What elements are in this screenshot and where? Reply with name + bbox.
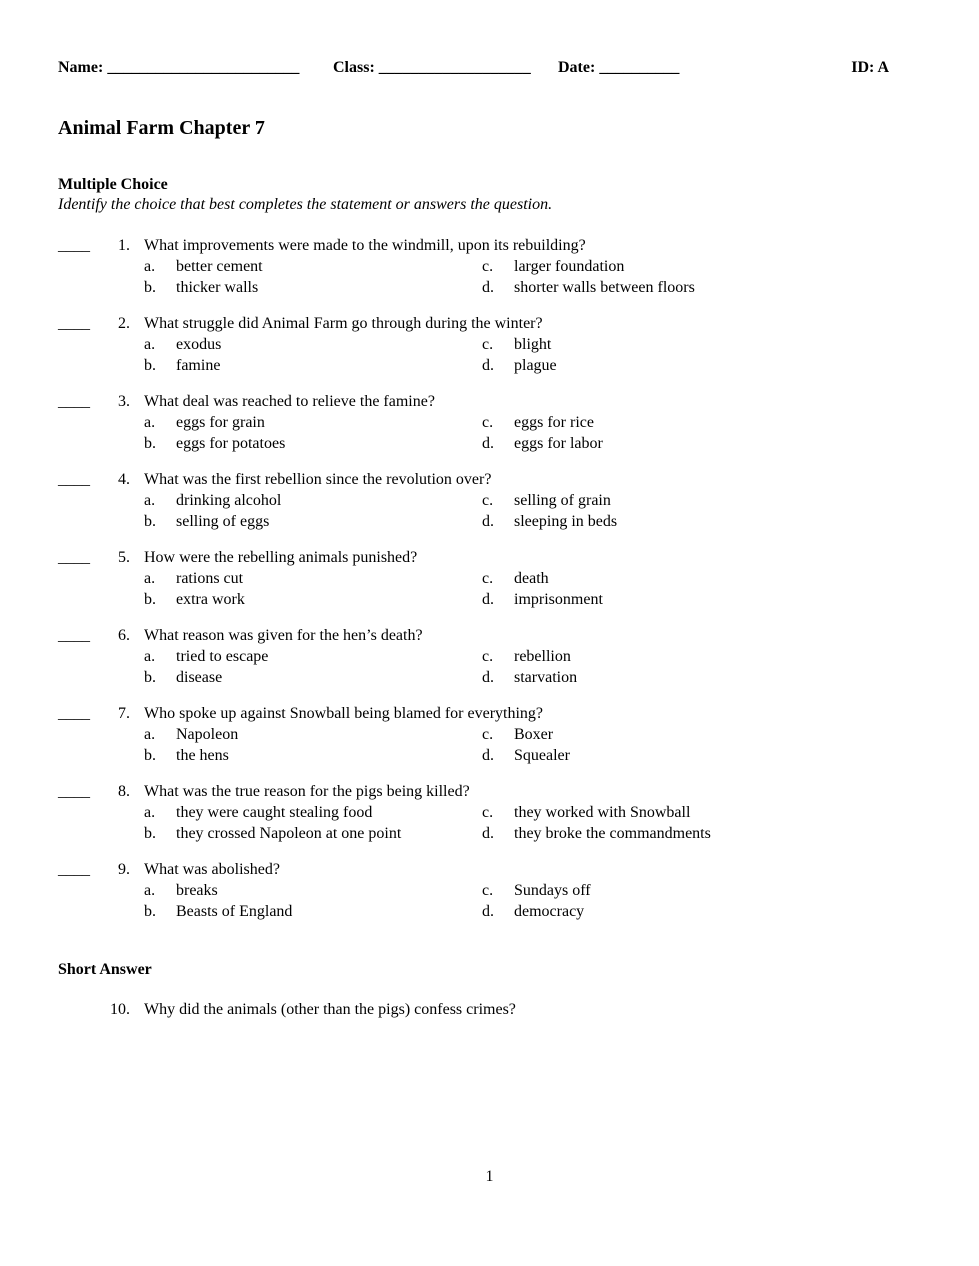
choice-letter: b. [144,357,156,374]
choice-text: eggs for labor [514,435,603,452]
choice-letter: c. [482,726,494,743]
sa-question-10 [0,1001,979,1071]
choice-letter: c. [482,414,494,431]
choice-letter: b. [144,591,156,608]
choice-letter: a. [144,492,156,509]
question-number: 1. [118,237,130,254]
choice-text: blight [514,336,552,353]
choice-text: Squealer [514,747,570,764]
choice-text: they broke the commandments [514,825,711,842]
choice-letter: b. [144,825,156,842]
choice-letter: b. [144,669,156,686]
choice-letter: a. [144,648,156,665]
choice-text: democracy [514,903,585,920]
answer-blank[interactable]: ____ [58,783,90,800]
question-text: What was abolished? [144,861,280,878]
choice-letter: c. [482,648,494,665]
answer-blank[interactable]: ____ [58,705,90,722]
choice-letter: d. [482,513,494,530]
mc-question-5 [0,549,979,619]
question-text: Why did the animals (other than the pigs) confess crimes? [144,1001,516,1018]
mc-heading: Multiple Choice [58,176,168,193]
choice-letter: b. [144,747,156,764]
choice-letter: d. [482,279,494,296]
choice-letter: b. [144,903,156,920]
question-text: What reason was given for the hen’s death? [144,627,423,644]
choice-letter: c. [482,336,494,353]
choice-text: Boxer [514,726,554,743]
choice-letter: b. [144,435,156,452]
sa-heading: Short Answer [58,961,152,978]
header [58,59,889,81]
answer-blank[interactable]: ____ [58,471,90,488]
mc-question-3 [0,393,979,463]
choice-text: they crossed Napoleon at one point [176,825,402,842]
question-text: What improvements were made to the windmill, upon its rebuilding? [144,237,586,254]
question-number: 8. [118,783,130,800]
choice-text: imprisonment [514,591,603,608]
choice-text: extra work [176,591,245,608]
choice-letter: c. [482,492,494,509]
question-number: 2. [118,315,130,332]
choice-text: drinking alcohol [176,492,282,509]
choice-text: they were caught stealing food [176,804,373,821]
choice-letter: c. [482,570,494,587]
page-title: Animal Farm Chapter 7 [58,117,265,139]
choice-text: selling of eggs [176,513,270,530]
name-field: Name: ________________________ [58,59,300,76]
mc-question-2 [0,315,979,385]
question-text: What struggle did Animal Farm go through during the winter? [144,315,543,332]
question-number: 5. [118,549,130,566]
choice-text: plague [514,357,557,374]
question-text: What deal was reached to relieve the famine? [144,393,435,410]
answer-blank[interactable]: ____ [58,861,90,878]
answer-blank[interactable]: ____ [58,627,90,644]
choice-text: sleeping in beds [514,513,618,530]
mc-question-8 [0,783,979,853]
choice-letter: c. [482,882,494,899]
choice-text: tried to escape [176,648,269,665]
choice-text: disease [176,669,223,686]
page-number: 1 [485,1168,494,1185]
choice-text: rations cut [176,570,244,587]
answer-blank[interactable]: ____ [58,549,90,566]
question-number: 10. [110,1001,130,1018]
choice-text: famine [176,357,221,374]
choice-letter: d. [482,357,494,374]
question-text: How were the rebelling animals punished? [144,549,418,566]
choice-letter: c. [482,258,494,275]
mc-instructions: Identify the choice that best completes the statement or answers the question. [58,196,553,213]
question-number: 4. [118,471,130,488]
choice-letter: a. [144,258,156,275]
choice-text: shorter walls between floors [514,279,695,296]
question-number: 7. [118,705,130,722]
choice-text: the hens [176,747,229,764]
answer-blank[interactable]: ____ [58,237,90,254]
choice-letter: a. [144,336,156,353]
choice-letter: d. [482,825,494,842]
choice-text: they worked with Snowball [514,804,691,821]
mc-question-7 [0,705,979,775]
choice-text: better cement [176,258,263,275]
mc-question-9 [0,861,979,931]
choice-text: thicker walls [176,279,259,296]
choice-letter: a. [144,882,156,899]
choice-letter: b. [144,279,156,296]
choice-text: Beasts of England [176,903,293,920]
choice-text: eggs for potatoes [176,435,286,452]
choice-letter: d. [482,435,494,452]
choice-letter: a. [144,726,156,743]
id-label: ID: A [851,59,889,76]
question-number: 3. [118,393,130,410]
question-number: 9. [118,861,130,878]
choice-letter: a. [144,414,156,431]
mc-question-6 [0,627,979,697]
question-text: Who spoke up against Snowball being blamed for everything? [144,705,544,722]
choice-text: eggs for rice [514,414,594,431]
question-text: What was the true reason for the pigs being killed? [144,783,470,800]
choice-text: larger foundation [514,258,625,275]
mc-question-4 [0,471,979,541]
question-number: 6. [118,627,130,644]
mc-question-1 [0,237,979,307]
choice-letter: d. [482,903,494,920]
choice-letter: b. [144,513,156,530]
choice-text: death [514,570,549,587]
choice-letter: d. [482,669,494,686]
choice-letter: d. [482,747,494,764]
choice-text: starvation [514,669,578,686]
choice-letter: d. [482,591,494,608]
choice-text: rebellion [514,648,571,665]
choice-text: selling of grain [514,492,611,509]
choice-letter: c. [482,804,494,821]
choice-text: eggs for grain [176,414,265,431]
date-field: Date: __________ [558,59,680,76]
choice-letter: a. [144,804,156,821]
choice-text: Sundays off [514,882,591,899]
question-text: What was the first rebellion since the revolution over? [144,471,492,488]
choice-text: Napoleon [176,726,239,743]
class-field: Class: ___________________ [333,59,531,76]
choice-text: exodus [176,336,222,353]
answer-blank[interactable]: ____ [58,393,90,410]
choice-text: breaks [176,882,218,899]
answer-blank[interactable]: ____ [58,315,90,332]
choice-letter: a. [144,570,156,587]
